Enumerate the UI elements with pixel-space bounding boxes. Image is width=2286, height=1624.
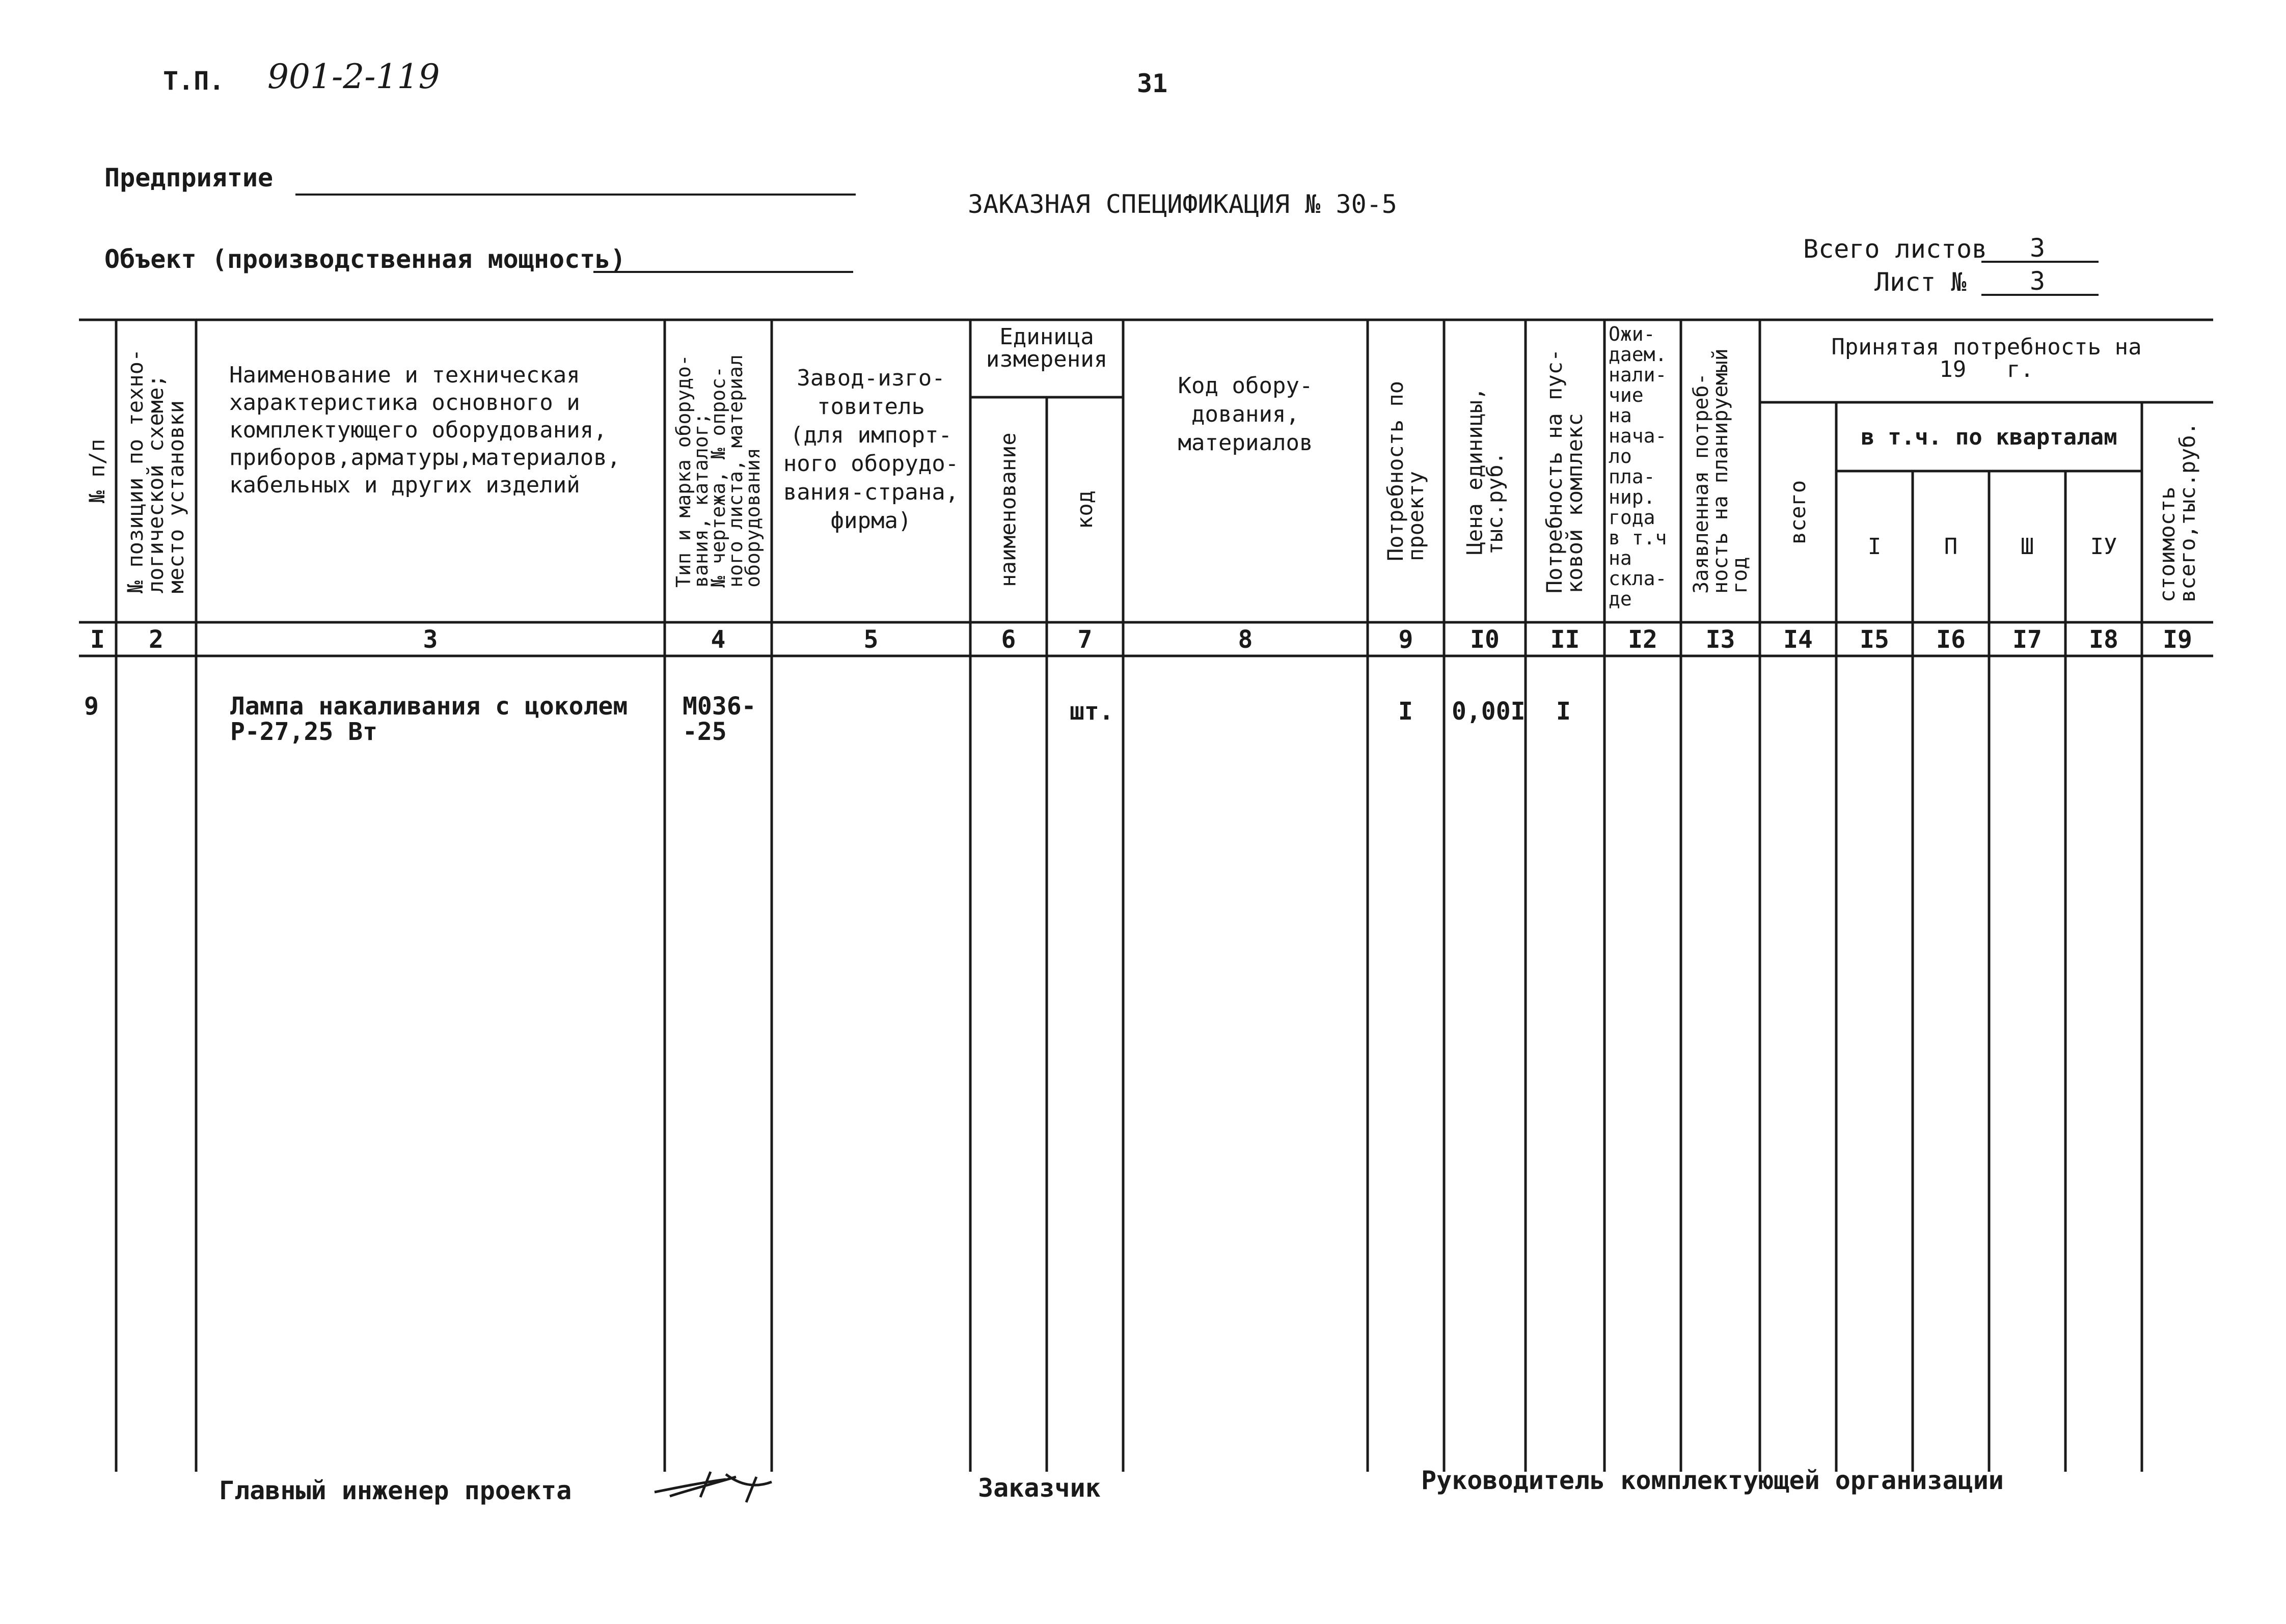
col-header-launch-need: Потребность на пус- ковой комплекс [1542,348,1588,594]
tp-label: Т.П. [163,66,225,96]
row-launch-need: I [1556,697,1571,726]
col-header-unit-name: наименование [996,432,1021,587]
col-header-q2: П [1944,533,1958,560]
col-header-manufacturer: Завод-изго- товитель (для импорт- ного оборудо- вания-страна, фирма) [783,365,959,534]
col-group-quarters: в т.ч. по кварталам [1861,424,2117,450]
col-header-row-number: № п/п [85,438,110,504]
col-header-q1: I [1867,533,1882,560]
sheet-value: 3 [2030,266,2046,296]
col-group-unit: Единица измерения [986,324,1108,372]
col-header-expected-stock: Ожи- даем. нали- чие на нача- ло пла- нир. года в т.ч на скла- де [1609,323,1667,610]
col-header-unit-code: код [1072,490,1097,529]
col-header-type: Тип и марка оборудо- вания, каталог; № чертежа, № опрос- ного листа, материал оборудования [672,354,764,588]
row-unit-price: 0,00I [1452,697,1526,726]
col-header-cost: стоимость всего,тыс.руб. [2155,422,2200,603]
sheet-label: Лист № [1874,267,1967,297]
signature-mark [649,1462,782,1507]
col-number-5: 5 [863,625,879,654]
total-sheets-label: Всего листов [1803,234,1988,264]
col-number-6: 6 [1001,625,1016,654]
supplier-head-label: Руководитель комплектующей организации [1421,1466,2004,1495]
enterprise-label: Предприятие [104,163,274,192]
col-number-1: I [90,625,105,654]
col-header-declared-need: Заявленная потреб- ность на планируемый год [1689,348,1752,594]
col-number-7: 7 [1077,625,1093,654]
total-sheets-value: 3 [2030,233,2046,263]
col-number-12: I2 [1628,625,1657,654]
customer-label: Заказчик [978,1473,1101,1503]
col-header-equipment-code: Код обору- дования, материалов [1178,373,1313,456]
col-number-9: 9 [1398,625,1413,654]
col-number-17: I7 [2012,625,2042,654]
col-number-19: I9 [2163,625,2192,654]
page-number: 31 [1137,69,1168,98]
col-number-15: I5 [1860,625,1889,654]
col-number-3: 3 [423,625,438,654]
row-project-need: I [1398,697,1413,726]
col-header-total: всего [1785,480,1810,545]
col-number-2: 2 [149,625,164,654]
col-header-q3: Ш [2020,533,2034,560]
col-number-8: 8 [1238,625,1253,654]
col-number-11: II [1550,625,1580,654]
col-number-13: I3 [1705,625,1735,654]
col-header-q4: IУ [2090,533,2117,560]
col-number-10: I0 [1470,625,1500,654]
col-number-4: 4 [711,625,726,654]
row-unit-code: шт. [1070,697,1114,726]
row-number: 9 [84,692,99,721]
row-item-type: М036- -25 [683,692,756,746]
col-header-unit-price: Цена единицы, тыс.руб. [1462,387,1508,555]
col-group-accepted-need: Принятая потребность на 19 г. [1831,334,2142,382]
chief-engineer-label: Главный инженер проекта [219,1476,572,1505]
col-number-18: I8 [2089,625,2118,654]
col-number-14: I4 [1783,625,1813,654]
tp-number: 901-2-119 [267,57,440,96]
col-header-project-need: Потребность по проекту [1383,380,1429,562]
spec-title: ЗАКАЗНАЯ СПЕЦИФИКАЦИЯ № 30-5 [968,189,1397,219]
row-item-name: Лампа накаливания с цоколем Р-27,25 Вт [230,692,628,746]
col-header-position: № позиции по техно- логической схеме; место установки [123,348,189,594]
col-header-name: Наименование и техническая характеристика основного и комплектующего оборудования, приборов,арматуры,материалов, кабельных и других изделий [229,362,621,498]
col-number-16: I6 [1936,625,1966,654]
object-label: Объект (производственная мощность) [104,244,626,274]
